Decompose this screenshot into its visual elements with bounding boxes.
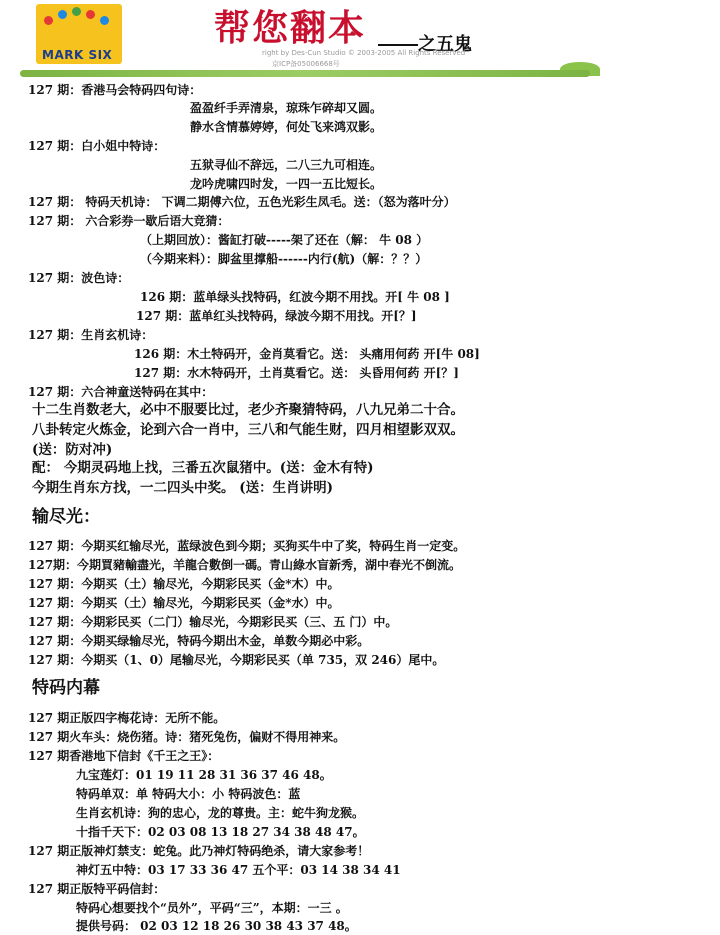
text-line: 127 期：蓝单红头找特码，绿波今期不用找。开[？] xyxy=(136,309,417,323)
text-line: 配： 今期灵码地上找，三番五次鼠猪中。(送：金木有特) xyxy=(32,460,374,476)
text-line: （今期来料）：脚盆里撑船------内行(航)（解：？？） xyxy=(140,252,428,266)
copyright-text: right by Des-Cun Studio © 2003-2005 All Rights Reserved xyxy=(262,49,466,57)
mark-six-logo xyxy=(36,4,122,64)
text-line: 127 期火车头：烧伤猪。诗：猪死兔伤，偏财不得用神来。 xyxy=(28,730,346,744)
text-line: 127 期正版特平码信封： xyxy=(28,882,166,896)
logo-dot xyxy=(44,16,53,25)
text-line: 127 期： 特码天机诗： 下调二期傅六位，五色光彩生凤毛。送：（怒为落叶分） xyxy=(28,195,456,209)
logo-dot xyxy=(58,10,67,19)
text-line: 127 期：今期买（1、0）尾输尽光，今期彩民买（单 735，双 246）尾中。 xyxy=(28,653,445,667)
page-subtitle: 之五鬼 xyxy=(418,34,472,55)
section-heading: 特码内幕 xyxy=(32,678,100,698)
logo-text: MARK SIX xyxy=(42,48,113,62)
text-line: 127 期： 六合彩券一歇后语大竞猜： xyxy=(28,214,230,228)
text-line: 提供号码： 02 03 12 18 26 30 38 43 37 48。 xyxy=(76,919,357,933)
text-line: 127 期正版神灯禁支：蛇兔。此乃神灯特码绝杀，请大家参考！ xyxy=(28,844,370,858)
text-line: 神灯五中特：03 17 33 36 47 五个平：03 14 38 34 41 xyxy=(76,863,401,877)
text-line: (送：防对冲) xyxy=(32,442,113,458)
logo-dot xyxy=(86,10,95,19)
text-line: 127 期：今期买（土）输尽光，今期彩民买（金*水）中。 xyxy=(28,596,340,610)
logo-dot xyxy=(100,16,109,25)
logo-dot xyxy=(72,7,81,16)
text-line: 九宝莲灯：01 19 11 28 31 36 37 46 48。 xyxy=(76,768,332,782)
text-line: 127 期香港地下信封《千王之王》： xyxy=(28,749,220,763)
text-line: 生肖玄机诗：狗的忠心，龙的尊贵。主：蛇牛狗龙猴。 xyxy=(76,806,365,820)
text-line: 127 期：今期买绿输尽光，特码今期出木金，单数今期必中彩。 xyxy=(28,634,370,648)
grass-strip xyxy=(20,70,590,77)
text-line: 五狱寻仙不辞远，二八三九可相连。 xyxy=(190,158,383,172)
text-line: 127 期：水木特码开，土肖莫看它。送： 头昏用何药 开[？] xyxy=(134,366,459,380)
text-line: 127 期：白小姐中特诗： xyxy=(28,139,166,153)
text-line: 126 期：蓝单绿头找特码，红波今期不用找。开[ 牛 08 ] xyxy=(140,290,450,304)
text-line: 127 期正版四字梅花诗：无所不能。 xyxy=(28,711,226,725)
text-line: 特码单双：单 特码大小：小 特码波色：蓝 xyxy=(76,787,301,801)
text-line: 十二生肖数老大，必中不服要比过，老少齐聚猜特码，八九兄弟二十合。 xyxy=(32,402,464,418)
text-line: 127 期：今期买（土）输尽光，今期彩民买（金*木）中。 xyxy=(28,577,340,591)
icp-text: 京ICP备05006668号 xyxy=(272,60,340,68)
text-line: 八卦转定火炼金，论到六合一肖中，三八和气能生财，四月相望影双双。 xyxy=(32,422,464,438)
page-title: 帮您翻本 xyxy=(214,7,367,49)
text-line: （上期回放）：酱缸打破-----架了还在（解： 牛 08 ） xyxy=(140,233,429,247)
title-dash xyxy=(378,44,418,46)
text-line: 静水含情慕婷婷，何处飞来鸿双影。 xyxy=(190,120,383,134)
section-heading: 输尽光： xyxy=(32,507,100,527)
text-line: 特码心想要找个“员外”，平码“三”，本期：一三 。 xyxy=(76,901,348,915)
text-line: 127 期：今期彩民买（二门）输尽光，今期彩民买（三、五 门）中。 xyxy=(28,615,398,629)
text-line: 127 期：生肖玄机诗： xyxy=(28,328,154,342)
text-line: 127 期：今期买红输尽光，蓝绿波色到今期；买狗买牛中了奖，特码生肖一定变。 xyxy=(28,539,466,553)
text-line: 126 期：木土特码开，金肖莫看它。送： 头痛用何药 开[牛 08] xyxy=(134,347,480,361)
text-line: 127 期：六合神童送特码在其中： xyxy=(28,385,214,399)
text-line: 今期生肖东方找，一二四头中奖。 (送：生肖讲明) xyxy=(32,480,333,496)
text-line: 盈盈纤手弄清泉，琼珠乍碎却又圆。 xyxy=(190,101,383,115)
text-line: 127 期：香港马会特码四句诗： xyxy=(28,83,202,97)
text-line: 127 期：波色诗： xyxy=(28,271,130,285)
header-banner xyxy=(0,0,720,82)
text-line: 127期：今期買豬輸盡光，羊龍合數倒一碼。青山綠水盲新秀，湖中春光不倒流。 xyxy=(28,558,462,572)
text-line: 十指千天下：02 03 08 13 18 27 34 38 48 47。 xyxy=(76,825,365,839)
text-line: 龙吟虎啸四时发，一四一五比短长。 xyxy=(190,177,383,191)
